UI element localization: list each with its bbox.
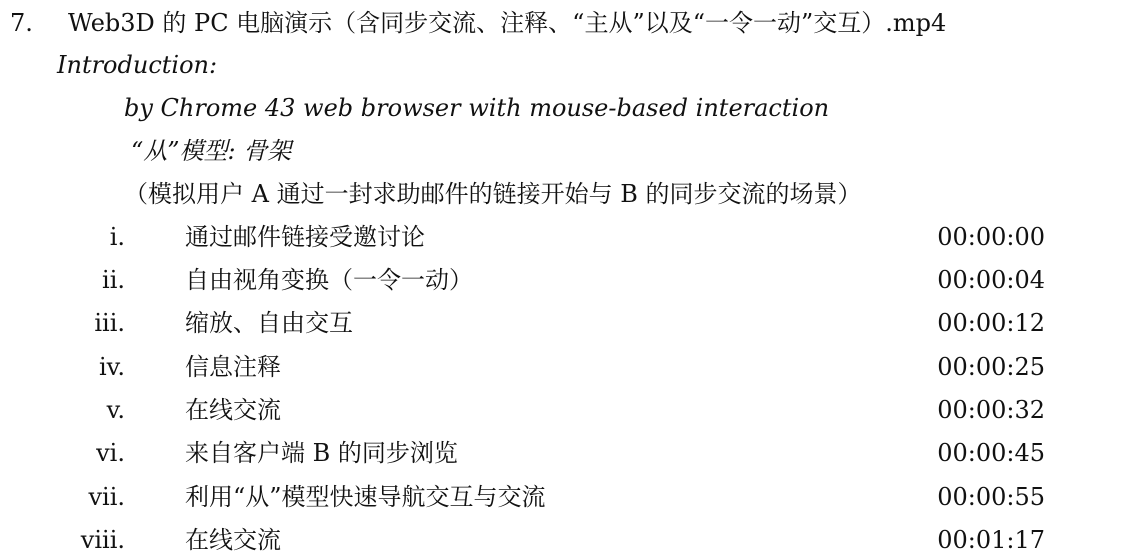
chapter-index: viii.: [80, 526, 125, 554]
chapter-label: 在线交流: [185, 396, 281, 424]
chapter-index: vii.: [88, 483, 125, 511]
chapter-label: 自由视角变换（一令一动）: [185, 266, 473, 294]
chapter-label: 通过邮件链接受邀讨论: [185, 223, 425, 251]
chapter-label: 缩放、自由交互: [185, 309, 353, 337]
chapter-row: [0, 482, 1135, 512]
chapter-index: v.: [106, 396, 125, 424]
chapter-index: vi.: [96, 439, 125, 467]
chapter-label: 来自客户端 B 的同步浏览: [185, 439, 458, 467]
chapter-timestamp: 00:01:17: [937, 526, 1045, 554]
chapter-label: 信息注释: [185, 353, 281, 381]
item-number: 7.: [10, 9, 33, 37]
chapter-index: iv.: [98, 353, 125, 381]
chapter-row: [0, 265, 1135, 295]
chapter-row: [0, 222, 1135, 252]
chapter-label: 利用“从”模型快速导航交互与交流: [185, 483, 546, 511]
introduction-label: Introduction:: [57, 51, 218, 79]
chapter-timestamp: 00:00:12: [937, 309, 1045, 337]
chapter-row: [0, 352, 1135, 382]
chapter-index: iii.: [94, 309, 125, 337]
chapter-timestamp: 00:00:04: [937, 266, 1045, 294]
browser-info: by Chrome 43 web browser with mouse-based interaction: [124, 94, 830, 122]
chapter-label: 在线交流: [185, 526, 281, 554]
chapter-row: [0, 525, 1135, 555]
chapter-row: [0, 308, 1135, 338]
chapter-index: i.: [109, 223, 125, 251]
model-info: “从”模型: 骨架: [131, 137, 292, 165]
chapter-timestamp: 00:00:00: [937, 223, 1045, 251]
chapter-timestamp: 00:00:32: [937, 396, 1045, 424]
chapter-index: ii.: [102, 266, 125, 294]
chapter-row: [0, 395, 1135, 425]
chapter-row: [0, 438, 1135, 468]
scenario-description: （模拟用户 A 通过一封求助邮件的链接开始与 B 的同步交流的场景）: [124, 180, 862, 208]
chapter-timestamp: 00:00:45: [937, 439, 1045, 467]
chapter-timestamp: 00:00:55: [937, 483, 1045, 511]
chapter-timestamp: 00:00:25: [937, 353, 1045, 381]
video-title: Web3D 的 PC 电脑演示（含同步交流、注释、“主从”以及“一令一动”交互）.mp4: [68, 9, 947, 37]
